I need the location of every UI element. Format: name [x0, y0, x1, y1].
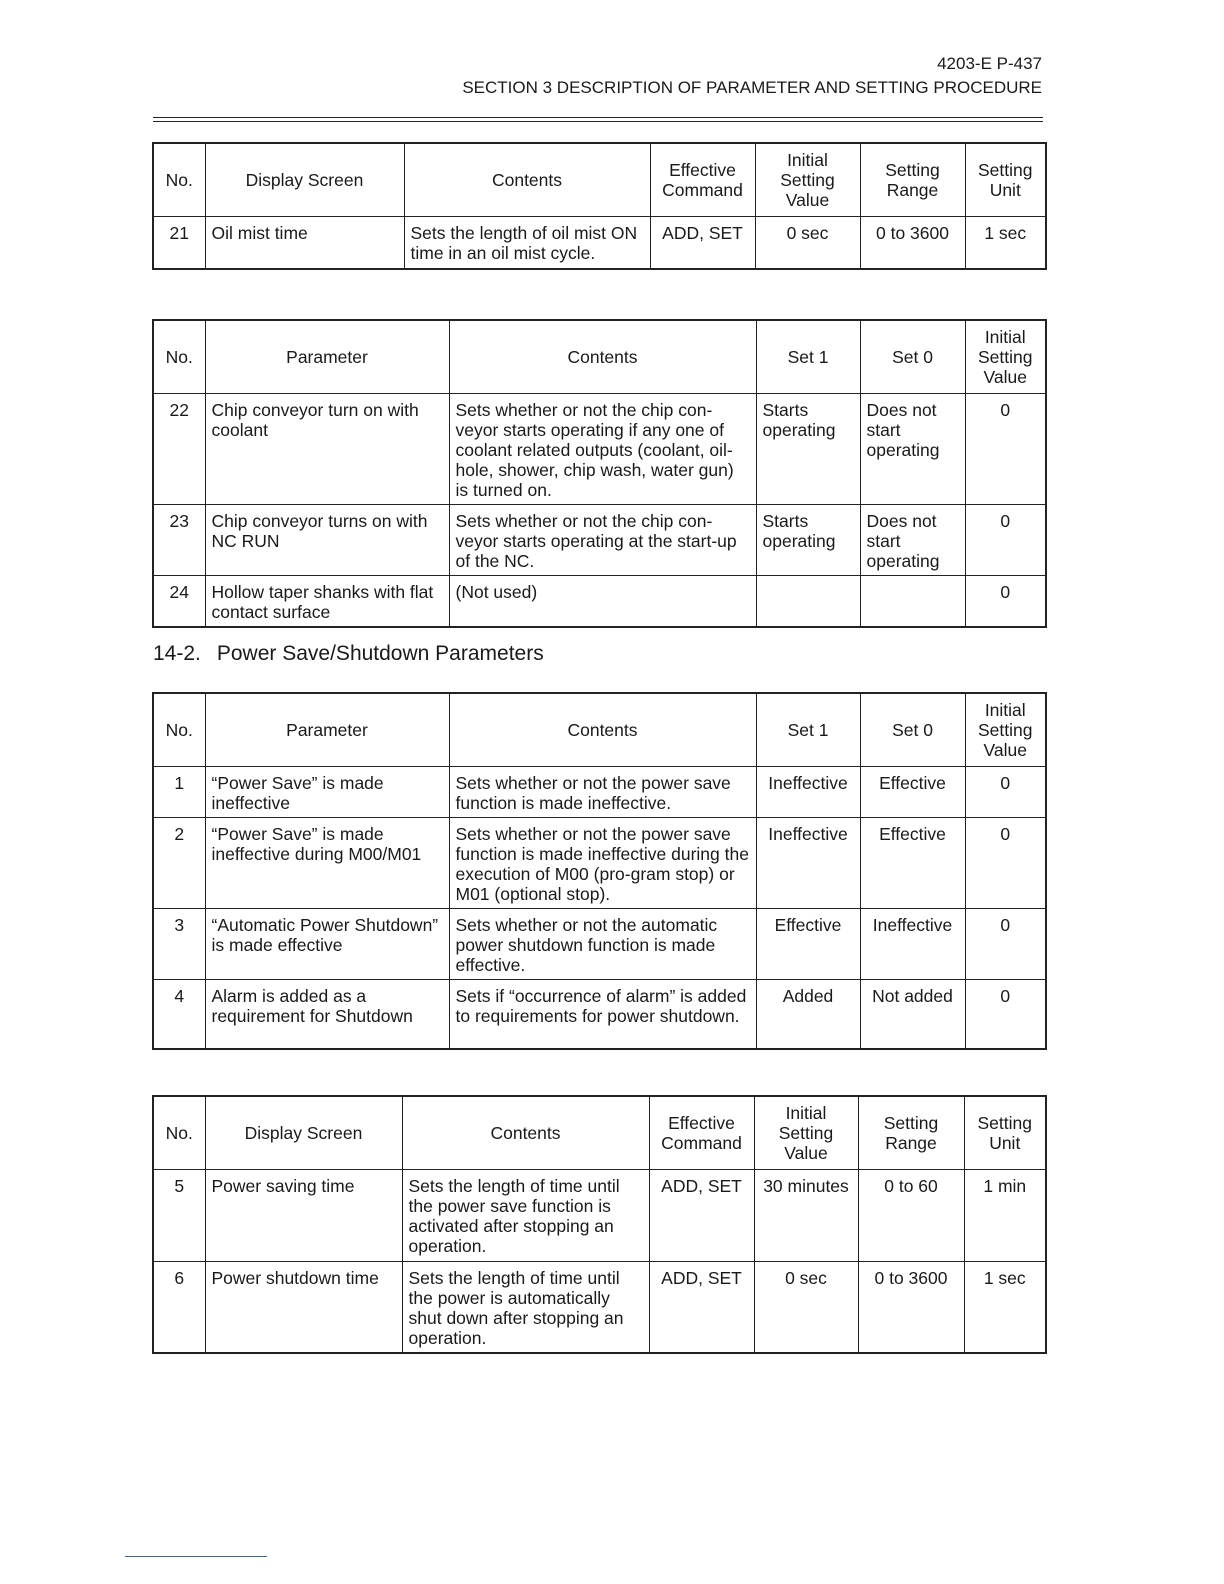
- table-row: [153, 394, 1046, 505]
- cell-contents: Sets whether or not the power save function is made ineffective.: [449, 767, 756, 818]
- cell-contents: Sets whether or not the power save function is made ineffective during the execution of M00 (pro-gram stop) or M01 (optional stop).: [449, 818, 756, 909]
- cell-set1: Ineffective: [756, 767, 860, 818]
- section-heading: SECTION 3 DESCRIPTION OF PARAMETER AND SETTING PROCEDURE: [462, 78, 1042, 97]
- cell-contents: Sets the length of oil mist ON time in an oil mist cycle.: [404, 217, 650, 269]
- col-header: Setting Range: [858, 1096, 964, 1170]
- power-save-table: [152, 692, 1047, 1050]
- cell-set0: Effective: [860, 818, 965, 909]
- cell-initial-value: 0: [965, 767, 1046, 818]
- cell-initial-value: 0 sec: [755, 217, 860, 269]
- header-rule: [153, 117, 1043, 118]
- page-header: [462, 52, 1042, 100]
- header-rule-2: [153, 121, 1043, 122]
- cell-contents: Sets if “occurrence of alarm” is added to requirements for power shutdown.: [449, 980, 756, 1049]
- cell-no: 24: [153, 576, 205, 628]
- cell-set1: Effective: [756, 909, 860, 980]
- cell-no: 21: [153, 217, 205, 269]
- cell-set0: Effective: [860, 767, 965, 818]
- cell-setting-unit: 1 sec: [965, 217, 1046, 269]
- cell-parameter: Alarm is added as a requirement for Shutdown: [205, 980, 449, 1049]
- cell-no: 22: [153, 394, 205, 505]
- cell-no: 23: [153, 505, 205, 576]
- cell-effective-command: ADD, SET: [649, 1170, 754, 1262]
- table-header-row: [153, 143, 1046, 217]
- cell-set0: [860, 576, 965, 628]
- cell-set0: Does not start operating: [860, 505, 965, 576]
- col-header: No.: [153, 1096, 205, 1170]
- cell-initial-value: 0 sec: [754, 1262, 858, 1354]
- cell-initial-value: 30 minutes: [754, 1170, 858, 1262]
- table-row: [153, 909, 1046, 980]
- cell-display-screen: Oil mist time: [205, 217, 404, 269]
- cell-no: 3: [153, 909, 205, 980]
- table-row: [153, 818, 1046, 909]
- cell-contents: Sets whether or not the automatic power shutdown function is made effective.: [449, 909, 756, 980]
- section-title: [153, 642, 560, 666]
- cell-contents: Sets the length of time until the power save function is activated after stopping an operation.: [402, 1170, 649, 1262]
- cell-parameter: “Automatic Power Shutdown” is made effective: [205, 909, 449, 980]
- col-header: Initial Setting Value: [755, 143, 860, 217]
- cell-set0: Ineffective: [860, 909, 965, 980]
- cell-no: 6: [153, 1262, 205, 1354]
- cell-no: 1: [153, 767, 205, 818]
- cell-contents: Sets whether or not the chip con-veyor starts operating at the start-up of the NC.: [449, 505, 756, 576]
- cell-initial-value: 0: [965, 576, 1046, 628]
- cell-contents: Sets whether or not the chip con-veyor starts operating if any one of coolant related outputs (coolant, oil-hole, shower, chip wash, water gun) is turned on.: [449, 394, 756, 505]
- table-header-row: [153, 1096, 1046, 1170]
- cell-initial-value: 0: [965, 818, 1046, 909]
- cell-set1: Added: [756, 980, 860, 1049]
- cell-parameter: Hollow taper shanks with flat contact surface: [205, 576, 449, 628]
- col-header: Display Screen: [205, 1096, 402, 1170]
- cell-setting-unit: 1 min: [964, 1170, 1046, 1262]
- table-row: [153, 767, 1046, 818]
- table-row: [153, 576, 1046, 628]
- col-header: Initial Setting Value: [965, 693, 1046, 767]
- cell-set1: Starts operating: [756, 394, 860, 505]
- doc-reference: 4203-E P-437: [937, 54, 1042, 73]
- cell-initial-value: 0: [965, 505, 1046, 576]
- col-header: Effective Command: [649, 1096, 754, 1170]
- col-header: Setting Unit: [964, 1096, 1046, 1170]
- cell-effective-command: ADD, SET: [649, 1262, 754, 1354]
- cell-parameter: Chip conveyor turn on with coolant: [205, 394, 449, 505]
- col-header: Set 0: [860, 693, 965, 767]
- cell-display-screen: Power saving time: [205, 1170, 402, 1262]
- footer-line: [125, 1556, 267, 1557]
- table-row: [153, 1262, 1046, 1354]
- col-header: Contents: [449, 693, 756, 767]
- col-header: No.: [153, 320, 205, 394]
- cell-set1: Starts operating: [756, 505, 860, 576]
- col-header: Set 0: [860, 320, 965, 394]
- col-header: Contents: [404, 143, 650, 217]
- table-row: [153, 505, 1046, 576]
- col-header: No.: [153, 693, 205, 767]
- col-header: Contents: [402, 1096, 649, 1170]
- cell-set1: Ineffective: [756, 818, 860, 909]
- table-row: [153, 217, 1046, 269]
- col-header: Display Screen: [205, 143, 404, 217]
- cell-setting-range: 0 to 3600: [860, 217, 965, 269]
- cell-display-screen: Power shutdown time: [205, 1262, 402, 1354]
- col-header: Initial Setting Value: [965, 320, 1046, 394]
- col-header: Parameter: [205, 320, 449, 394]
- cell-no: 2: [153, 818, 205, 909]
- cell-contents: Sets the length of time until the power is automatically shut down after stopping an operation.: [402, 1262, 649, 1354]
- table-row: [153, 1170, 1046, 1262]
- col-header: Set 1: [756, 693, 860, 767]
- section-number: 14-2.: [153, 642, 201, 665]
- cell-parameter: “Power Save” is made ineffective during M00/M01: [205, 818, 449, 909]
- table-header-row: [153, 693, 1046, 767]
- col-header: No.: [153, 143, 205, 217]
- cell-initial-value: 0: [965, 909, 1046, 980]
- section-name: Power Save/Shutdown Parameters: [216, 642, 544, 665]
- cell-parameter: “Power Save” is made ineffective: [205, 767, 449, 818]
- cell-initial-value: 0: [965, 394, 1046, 505]
- cell-setting-range: 0 to 3600: [858, 1262, 964, 1354]
- chip-conveyor-table: [152, 319, 1047, 628]
- cell-set0: Not added: [860, 980, 965, 1049]
- oil-mist-table: [152, 142, 1047, 270]
- cell-contents: (Not used): [449, 576, 756, 628]
- cell-parameter: Chip conveyor turns on with NC RUN: [205, 505, 449, 576]
- cell-initial-value: 0: [965, 980, 1046, 1049]
- cell-set1: [756, 576, 860, 628]
- col-header: Effective Command: [650, 143, 755, 217]
- table-row: [153, 980, 1046, 1049]
- cell-no: 4: [153, 980, 205, 1049]
- cell-setting-unit: 1 sec: [964, 1262, 1046, 1354]
- cell-setting-range: 0 to 60: [858, 1170, 964, 1262]
- col-header: Set 1: [756, 320, 860, 394]
- cell-effective-command: ADD, SET: [650, 217, 755, 269]
- col-header: Setting Unit: [965, 143, 1046, 217]
- col-header: Initial Setting Value: [754, 1096, 858, 1170]
- col-header: Parameter: [205, 693, 449, 767]
- cell-no: 5: [153, 1170, 205, 1262]
- table-header-row: [153, 320, 1046, 394]
- col-header: Contents: [449, 320, 756, 394]
- power-time-table: [152, 1095, 1047, 1354]
- col-header: Setting Range: [860, 143, 965, 217]
- cell-set0: Does not start operating: [860, 394, 965, 505]
